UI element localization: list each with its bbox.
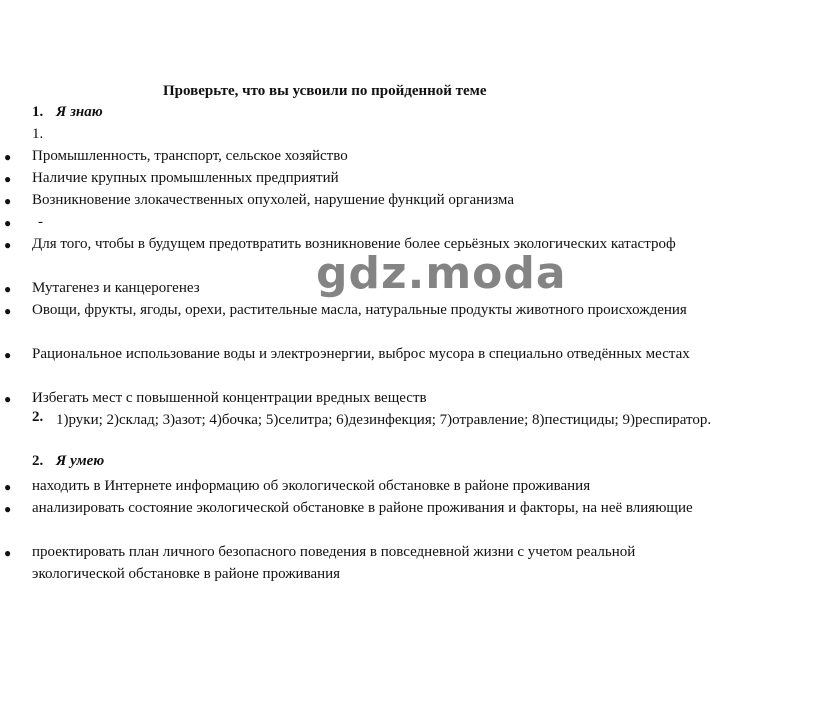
item-two-answers: 1)руки; 2)склад; 3)азот; 4)бочка; 5)селитра; 6)дезинфекция; 7)отравление; 8)пестициды; 9)респиратор. [56,412,712,428]
section-number: 2. [32,453,44,469]
bullet-icon: ● [4,150,12,164]
section-label: Я умею [56,453,105,469]
bullet-icon: ● [4,194,12,208]
list-item: Овощи, фрукты, ягоды, орехи, растительные масла, натуральные продукты животного происхождения [32,302,687,318]
bullet-icon: ● [4,480,12,494]
list-item: Рациональное использование воды и электроэнергии, выброс мусора в специально отведённых местах [32,346,690,362]
list-item: Мутагенез и канцерогенез [32,280,200,296]
bullet-icon: ● [4,546,12,560]
bullet-icon: ● [4,348,12,362]
section-know-heading [32,104,103,121]
list-item: Промышленность, транспорт, сельское хозяйство [32,148,348,164]
list-item: - [38,214,43,230]
section-can-heading [32,453,104,470]
watermark-logo: gdz.moda [316,248,567,299]
list-item: Избегать мест с повышенной концентрации вредных веществ [32,390,427,406]
list-item: Наличие крупных промышленных предприятий [32,170,339,186]
bullet-icon: ● [4,502,12,516]
section-number: 1. [32,104,44,120]
bullet-icon: ● [4,216,12,230]
bullet-icon: ● [4,282,12,296]
list-item: Возникновение злокачественных опухолей, нарушение функций организма [32,192,514,208]
list-item: анализировать состояние экологической обстановке в районе проживания и факторы, на неё влияющие [32,500,693,516]
page-title: Проверьте, что вы усвоили по пройденной теме [163,83,487,99]
section-label: Я знаю [56,104,103,120]
item-two-number: 2. [32,409,44,425]
list-item: находить в Интернете информацию об экологической обстановке в районе проживания [32,478,591,494]
bullet-icon: ● [4,172,12,186]
bullet-icon: ● [4,304,12,318]
item-one-number: 1. [32,126,44,142]
bullet-icon: ● [4,238,12,252]
list-item: проектировать план личного безопасного поведения в повседневной жизни с учетом реальной экологической обстановке в районе проживания [32,544,636,582]
list-item: Для того, чтобы в будущем предотвратить возникновение более серьёзных экологических катастроф [32,236,676,252]
bullet-icon: ● [4,392,12,406]
